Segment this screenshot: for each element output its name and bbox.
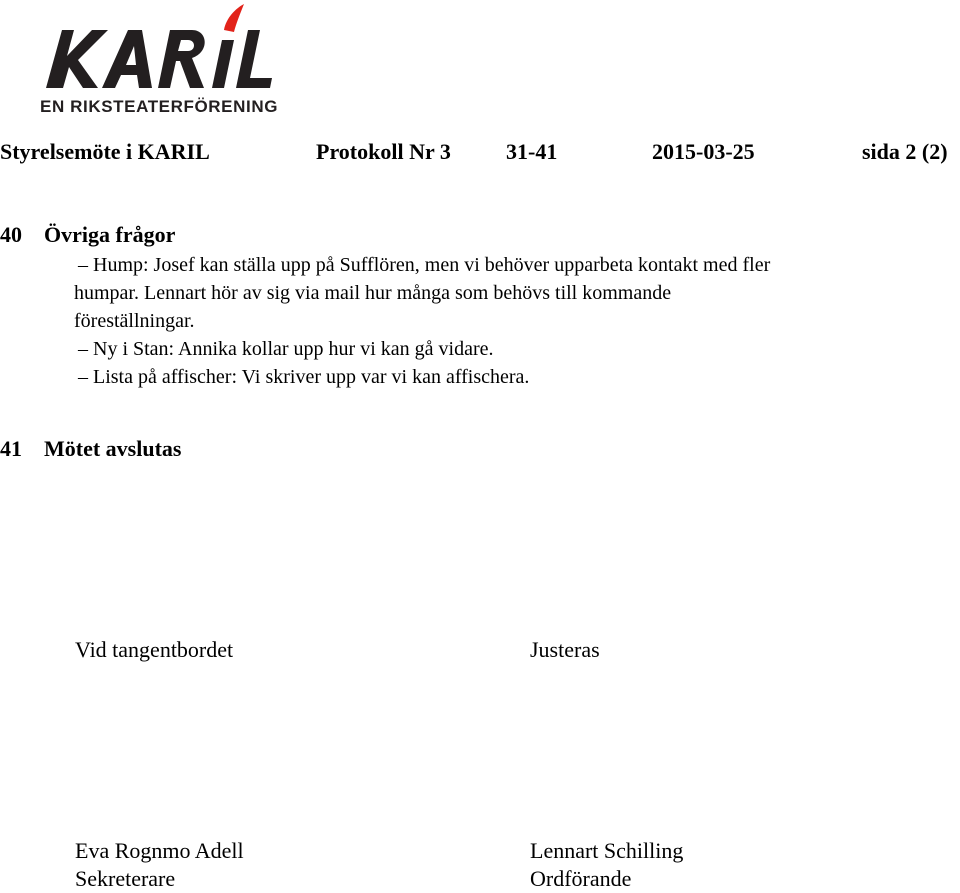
- section-line: – Hump: Josef kan ställa upp på Sufflören, men vi behöver upparbeta kontakt med fler: [78, 254, 771, 276]
- karil-logo: [40, 0, 280, 118]
- document-title: Styrelsemöte i KARIL: [0, 139, 210, 164]
- section-number: 41: [0, 436, 22, 461]
- section-line: – Lista på affischer: Vi skriver upp var vi kan affischera.: [78, 366, 530, 388]
- section-number: 40: [0, 222, 22, 247]
- logo-accent-mark: [224, 4, 244, 32]
- signature-caption-right: Justeras: [530, 637, 600, 662]
- signer-name-left: Eva Rognmo Adell: [75, 838, 244, 863]
- paragraph-range: 31-41: [506, 139, 558, 164]
- section-title: Övriga frågor: [44, 222, 176, 247]
- section-title: Mötet avslutas: [44, 436, 182, 461]
- signer-role-left: Sekreterare: [75, 866, 176, 891]
- signer-role-right: Ordförande: [530, 866, 632, 891]
- protocol-number: Protokoll Nr 3: [316, 139, 451, 164]
- section-line: – Ny i Stan: Annika kollar upp hur vi kan gå vidare.: [78, 338, 494, 360]
- section-line: föreställningar.: [74, 310, 195, 332]
- section-line: humpar. Lennart hör av sig via mail hur många som behövs till kommande: [74, 282, 672, 304]
- logo-tagline: EN RIKSTEATERFÖRENING: [40, 97, 279, 116]
- signature-caption-left: Vid tangentbordet: [75, 637, 234, 662]
- meeting-date: 2015-03-25: [652, 139, 755, 164]
- page-number: sida 2 (2): [862, 139, 948, 164]
- signer-name-right: Lennart Schilling: [530, 838, 684, 863]
